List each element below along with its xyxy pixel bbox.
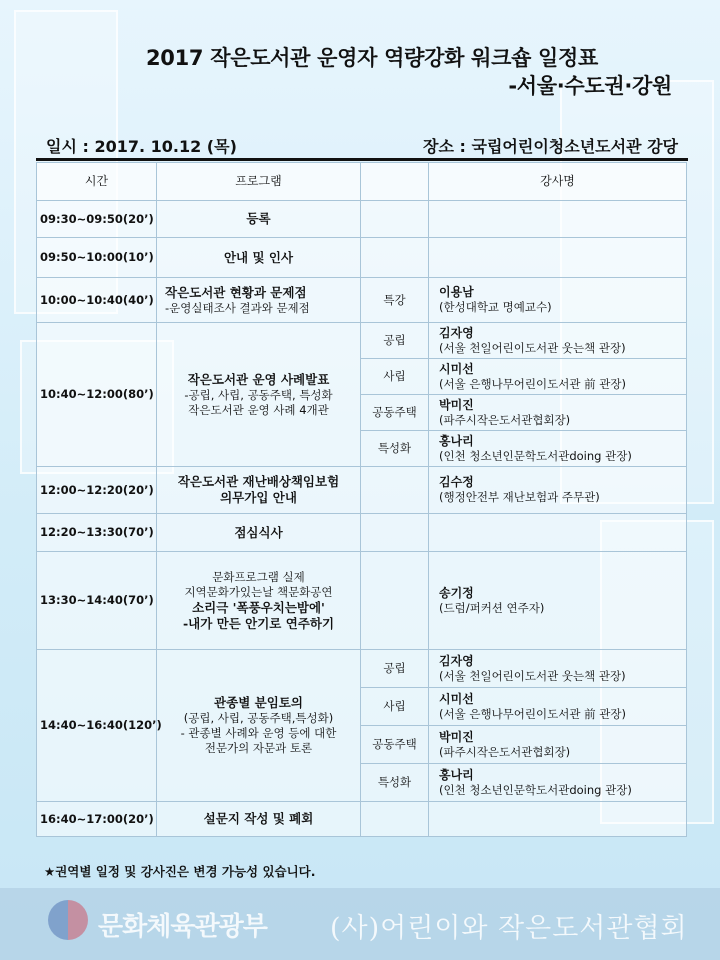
event-date: 일시 : 2017. 10.12 (목)	[46, 137, 237, 156]
row-time: 12:00~12:20(20’)	[37, 467, 157, 514]
row-speaker	[429, 650, 687, 688]
header-speaker: 강사명	[429, 163, 687, 201]
title-line-2: -서울·수도권·강원	[508, 74, 672, 98]
speaker-affiliation: (행정안전부 재난보험과 주무관)	[439, 490, 600, 504]
speaker-name: 박미진	[439, 397, 474, 412]
speaker-affiliation: (한성대학교 명예교수)	[439, 300, 552, 314]
table-header-row	[37, 163, 687, 201]
row-type: 공립	[361, 323, 429, 359]
speaker-name: 홍나리	[439, 433, 474, 448]
footnote: ★권역별 일정 및 강사진은 변경 가능성 있습니다.	[44, 864, 316, 879]
table-row	[37, 650, 687, 688]
program-line: 지역문화가있는날 책문화공연	[184, 584, 333, 599]
row-program	[157, 467, 361, 514]
program-line: 소리극 '폭풍우치는밤에'	[192, 599, 325, 615]
program-title: 작은도서관 운영 사례발표	[187, 371, 330, 387]
speaker-affiliation: (서울 천일어린이도서관 웃는책 관장)	[439, 340, 626, 355]
program-subtitle: -공립, 사립, 공동주택, 특성화	[184, 387, 333, 402]
row-type	[361, 467, 429, 514]
speaker-affiliation: (파주시작은도서관협회장)	[439, 412, 571, 427]
row-type: 사립	[361, 688, 429, 726]
row-type	[361, 238, 429, 278]
speaker-name: 송기정	[439, 585, 474, 600]
table-row	[37, 467, 687, 514]
row-speaker	[429, 395, 687, 431]
row-speaker	[429, 238, 687, 278]
title-line-1: 2017 작은도서관 운영자 역량강화 워크숍 일정표	[145, 46, 599, 70]
header-time: 시간	[37, 163, 157, 201]
row-type: 공립	[361, 650, 429, 688]
row-speaker	[429, 514, 687, 552]
program-line: 문화프로그램 실제	[212, 569, 305, 584]
speaker-affiliation: (인천 청소년인문학도서관doing 관장)	[439, 448, 632, 463]
row-program	[157, 278, 361, 323]
speaker-name: 김자영	[439, 325, 474, 340]
speaker-name: 김수정	[439, 475, 474, 489]
row-speaker	[429, 278, 687, 323]
table-row	[37, 514, 687, 552]
program-title: 의무가입 안내	[220, 490, 297, 505]
speaker-affiliation: (파주시작은도서관협회장)	[439, 744, 571, 759]
speaker-name: 박미진	[439, 729, 474, 744]
table-row	[37, 278, 687, 323]
row-time: 10:00~10:40(40’)	[37, 278, 157, 323]
speaker-affiliation: (서울 은행나무어린이도서관 前 관장)	[439, 376, 626, 391]
row-type	[361, 802, 429, 837]
government-emblem-icon	[48, 900, 88, 940]
program-subtitle: -운영실태조사 결과와 문제점	[165, 300, 310, 315]
row-speaker	[429, 764, 687, 802]
header-type	[361, 163, 429, 201]
row-time: 13:30~14:40(70’)	[37, 552, 157, 650]
program-subtitle: (공립, 사립, 공동주택,특성화)	[183, 711, 334, 725]
program-title: 점심식사	[234, 524, 283, 540]
table-row	[37, 552, 687, 650]
row-type	[361, 201, 429, 238]
row-type: 특강	[361, 278, 429, 323]
row-speaker	[429, 467, 687, 514]
program-subtitle: - 관종별 사례와 운영 등에 대한	[180, 726, 337, 740]
row-time: 14:40~16:40(120’)	[37, 650, 157, 802]
speaker-name: 김자영	[439, 653, 474, 668]
program-title: 안내 및 인사	[223, 249, 294, 265]
program-subtitle: 전문가의 자문과 토론	[204, 741, 313, 755]
table-row	[37, 802, 687, 837]
row-type: 사립	[361, 359, 429, 395]
row-program	[157, 552, 361, 650]
row-speaker	[429, 201, 687, 238]
table-row	[37, 323, 687, 359]
speaker-name: 시미선	[439, 361, 474, 376]
program-title: 작은도서관 재난배상책임보험	[177, 474, 340, 489]
speaker-affiliation: (드럼/퍼커션 연주자)	[439, 600, 545, 615]
row-speaker	[429, 726, 687, 764]
row-speaker	[429, 688, 687, 726]
speaker-name: 이용남	[439, 285, 474, 299]
row-time: 09:50~10:00(10’)	[37, 238, 157, 278]
table-row	[37, 201, 687, 238]
row-type: 공동주택	[361, 395, 429, 431]
program-title: 작은도서관 현황과 문제점	[165, 284, 307, 300]
row-type: 공동주택	[361, 726, 429, 764]
row-program	[157, 323, 361, 467]
row-speaker	[429, 552, 687, 650]
row-time: 16:40~17:00(20’)	[37, 802, 157, 837]
speaker-affiliation: (인천 청소년인문학도서관doing 관장)	[439, 782, 632, 797]
speaker-name: 홍나리	[439, 767, 474, 782]
row-program	[157, 201, 361, 238]
event-place: 장소 : 국립어린이청소년도서관 강당	[423, 137, 678, 156]
speaker-name: 시미선	[439, 691, 474, 706]
speaker-affiliation: (서울 천일어린이도서관 웃는책 관장)	[439, 668, 626, 683]
row-time: 09:30~09:50(20’)	[37, 201, 157, 238]
program-line: -내가 만든 안기로 연주하기	[182, 615, 335, 631]
row-type	[361, 552, 429, 650]
row-speaker	[429, 359, 687, 395]
row-program	[157, 238, 361, 278]
row-speaker	[429, 802, 687, 837]
program-title: 설문지 작성 및 폐회	[203, 811, 314, 826]
row-type: 특성화	[361, 764, 429, 802]
program-subtitle: 작은도서관 운영 사례 4개관	[188, 402, 329, 417]
row-time: 10:40~12:00(80’)	[37, 323, 157, 467]
speaker-affiliation: (서울 은행나무어린이도서관 前 관장)	[439, 706, 626, 721]
program-title: 등록	[246, 211, 271, 226]
program-title: 관종별 분임토의	[214, 695, 303, 710]
row-program	[157, 514, 361, 552]
ministry-logo-text: 문화체육관광부	[98, 912, 267, 942]
row-time: 12:20~13:30(70’)	[37, 514, 157, 552]
row-speaker	[429, 323, 687, 359]
table-row	[37, 238, 687, 278]
row-type	[361, 514, 429, 552]
association-logo-text: (사)어린이와 작은도서관협회	[330, 913, 688, 944]
schedule-table	[36, 162, 687, 837]
event-info-bar	[36, 128, 688, 161]
row-type: 특성화	[361, 431, 429, 467]
row-program	[157, 802, 361, 837]
row-program	[157, 650, 361, 802]
header-program: 프로그램	[157, 163, 361, 201]
row-speaker	[429, 431, 687, 467]
